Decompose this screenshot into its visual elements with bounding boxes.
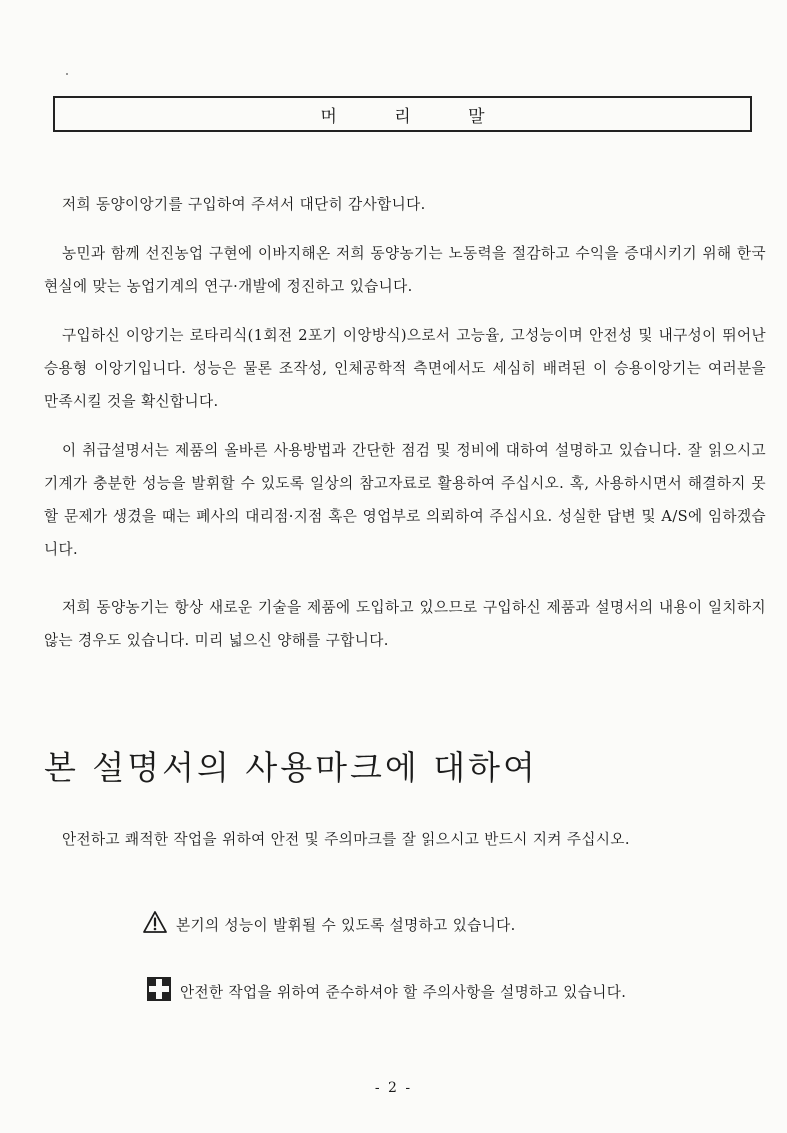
- marks-section-intro: 안전하고 쾌적한 작업을 위하여 안전 및 주의마크를 잘 읽으시고 반드시 지켜 주십시오.: [62, 831, 630, 848]
- preface-title-box: [53, 96, 752, 132]
- preface-title: 머 리 말: [320, 106, 511, 127]
- preface-paragraph-3: 구입하신 이앙기는 로타리식(1회전 2포기 이앙방식)으로서 고능율, 고성능이며 안전성 및 내구성이 뛰어난 승용형 이앙기입니다. 성능은 물론 조작성, 인체공학적 측면에서도 세심히 배려된 이 승용이앙기는 여러분을 만족시킬 것을 확신합니다.: [44, 327, 766, 410]
- page-number: - 2 -: [374, 1080, 413, 1096]
- safety-mark-text: 안전한 작업을 위하여 준수하셔야 할 주의사항을 설명하고 있습니다.: [180, 983, 627, 1001]
- warning-triangle-icon: [142, 910, 168, 938]
- safety-cross-icon: [146, 976, 172, 1006]
- preface-paragraph-5: 저희 동양농기는 항상 새로운 기술을 제품에 도입하고 있으므로 구입하신 제품과 설명서의 내용이 일치하지 않는 경우도 있습니다. 미리 넓으신 양해를 구합니다.: [44, 599, 766, 649]
- warning-mark-item: [142, 910, 516, 938]
- preface-paragraph-2: 농민과 함께 선진농업 구현에 이바지해온 저희 동양농기는 노동력을 절감하고 수익을 증대시키기 위해 한국 현실에 맞는 농업기계의 연구·개발에 정진하고 있습니다.: [44, 245, 766, 295]
- preface-paragraph-4: 이 취급설명서는 제품의 올바른 사용방법과 간단한 점검 및 정비에 대하여 설명하고 있습니다. 잘 읽으시고 기계가 충분한 성능을 발휘할 수 있도록 일상의 참고자료로 활용하여 주십시오. 혹, 사용하시면서 해결하지 못할 문제가 생겼을 때는 폐사의 대리점·지점 혹은 영업부로 의뢰하여 주십시요. 성실한 답변 및 A/S에 임하겠습니다.: [44, 442, 766, 558]
- preface-paragraph-1: 저희 동양이앙기를 구입하여 주셔서 대단히 감사합니다.: [62, 196, 426, 213]
- scan-speck: [66, 73, 68, 75]
- safety-mark-item: [146, 976, 626, 1006]
- marks-section-heading: 본 설명서의 사용마크에 대하여: [44, 748, 538, 787]
- warning-mark-text: 본기의 성능이 발휘될 수 있도록 설명하고 있습니다.: [176, 916, 516, 934]
